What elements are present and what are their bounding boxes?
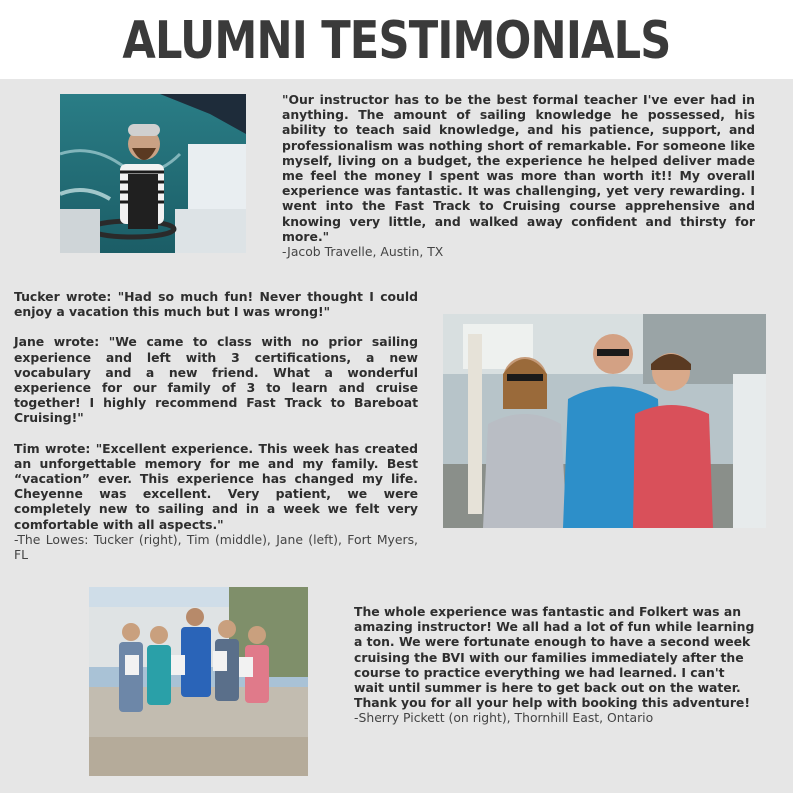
title-band <box>0 0 793 79</box>
sherry-photo <box>89 587 308 776</box>
sherry-testimonial <box>354 604 758 726</box>
tucker-quote: Tucker wrote: "Had so much fun! Never thought I could enjoy a vacation this much but I was wrong!" <box>14 289 418 320</box>
jacob-photo <box>60 94 246 253</box>
lowes-attribution: -The Lowes: Tucker (right), Tim (middle), Jane (left), Fort Myers, FL <box>14 531 418 563</box>
lowes-testimonial <box>14 289 418 562</box>
jacob-testimonial <box>282 92 755 259</box>
tim-quote: Tim wrote: "Excellent experience. This week has created an unforgettable memory for me and my family. Best “vacation” ever. This experience has changed my life. Cheyenne was excellent. Very patient, we were completely new to sailing and in a week we felt very comfortable with all aspects." <box>14 440 418 532</box>
jacob-attribution: -Jacob Travelle, Austin, TX <box>282 244 444 260</box>
lowes-photo <box>443 314 766 528</box>
sherry-attribution: -Sherry Pickett (on right), Thornhill East, Ontario <box>354 710 654 726</box>
sherry-quote: The whole experience was fantastic and Folkert was an amazing instructor! We all had a lot of fun while learning a ton. We were fortunate enough to have a second week cruising the BVI with our families immediately after the course to practice everything we had learned. I can't wait until summer is here to get back out on the water. Thank you for all your help with booking this adventure! <box>354 604 755 711</box>
jane-quote: Jane wrote: "We came to class with no prior sailing experience and left with 3 certifications, a new vocabulary and a new friend. What a wonderful experience for our family of 3 to learn and cruise together! I highly recommend Fast Track to Bareboat Cruising!" <box>14 334 418 426</box>
page-title: ALUMNI TESTIMONIALS <box>122 11 671 71</box>
jacob-quote: "Our instructor has to be the best formal teacher I've ever had in anything. The amount of sailing knowledge he possessed, his ability to teach said knowledge, and his patience, support, and professionalism was nothing short of remarkable. For someone like myself, living on a budget, the experience he helped deliver made me feel the money I spent was more than worth it!! My overall experience was fantastic. It was challenging, yet very rewarding. I went into the Fast Track to Cruising course apprehensive and knowing very little, and walked away confident and thirsty for more." <box>282 92 755 244</box>
